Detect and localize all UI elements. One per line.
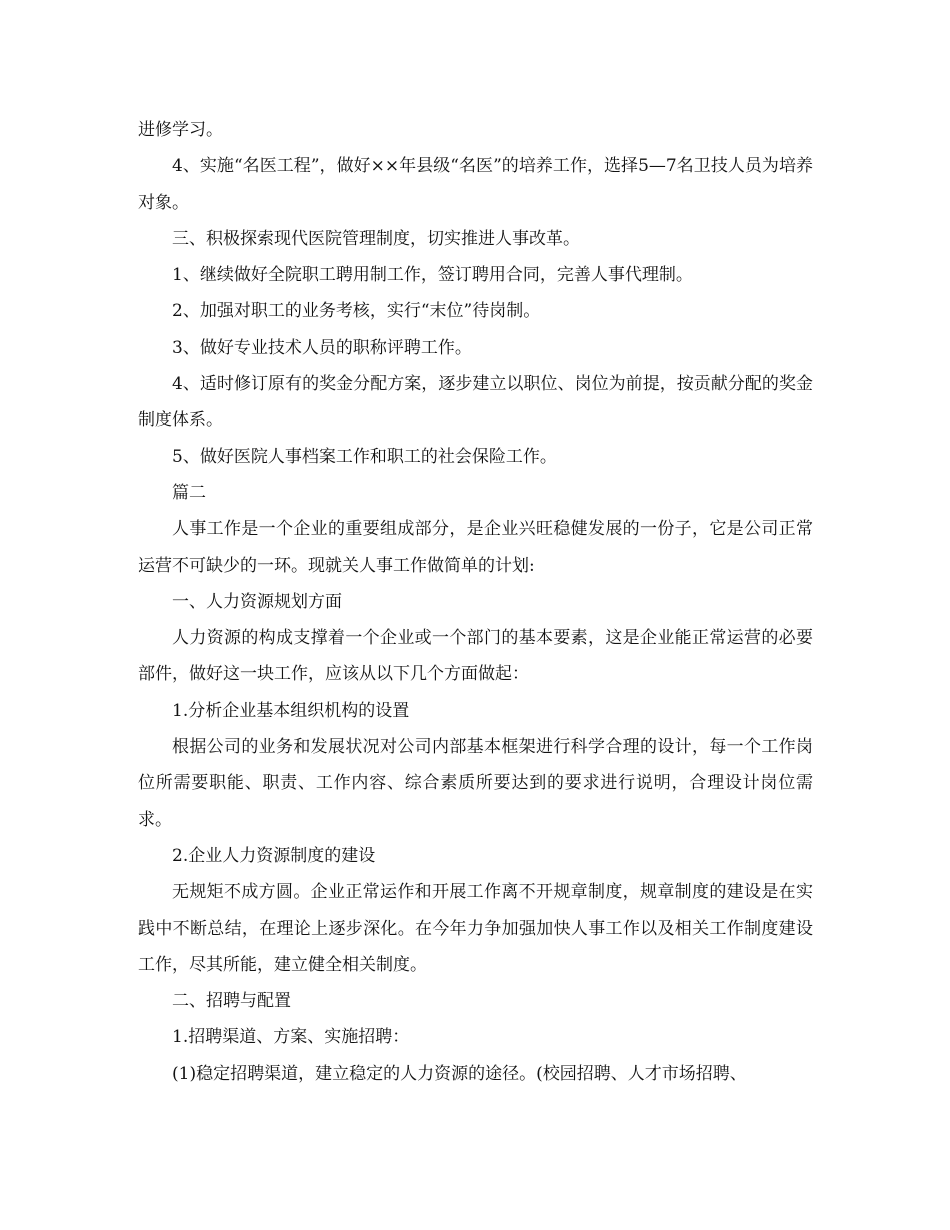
paragraph-body: 根据公司的业务和发展状况对公司内部基本框架进行科学合理的设计，每一个工作岗位所需要职能、职责、工作内容、综合素质所要达到的要求进行说明，合理设计岗位需求。 — [138, 737, 813, 830]
paragraph-body: 无规矩不成方圆。企业正常运作和开展工作离不开规章制度，规章制度的建设是在实践中不断总结，在理论上逐步深化。在今年力争加强加快人事工作以及相关工作制度建设工作，尽其所能，建立健全相关制度。 — [138, 882, 813, 975]
paragraph-body: 人力资源的构成支撑着一个企业或一个部门的基本要素，这是企业能正常运营的必要部件，做好这一块工作，应该从以下几个方面做起： — [138, 628, 813, 685]
paragraph-item: 2、加强对职工的业务考核，实行“末位”待岗制。 — [172, 301, 541, 322]
subsection-heading: 1.分析企业基本组织机构的设置 — [172, 700, 410, 721]
paragraph-item: 1、继续做好全院职工聘用制工作，签订聘用合同，完善人事代理制。 — [172, 265, 693, 286]
subsection-heading: 1.招聘渠道、方案、实施招聘： — [172, 1027, 410, 1048]
paragraph-item: 3、做好专业技术人员的职称评聘工作。 — [172, 337, 472, 358]
chapter-heading: 篇二 — [172, 482, 206, 503]
paragraph-item: 4、适时修订原有的奖金分配方案，逐步建立以职位、岗位为前提，按贡献分配的奖金制度体系。 — [138, 374, 813, 431]
paragraph-continuation: 进修学习。 — [138, 120, 223, 140]
paragraph-body: 人事工作是一个企业的重要组成部分，是企业兴旺稳健发展的一份子，它是公司正常运营不可缺少的一环。现就关人事工作做简单的计划: — [138, 519, 813, 576]
section-heading: 二、招聘与配置 — [172, 991, 291, 1012]
paragraph-item: (1)稳定招聘渠道，建立稳定的人力资源的途径。(校园招聘、人才市场招聘、 — [172, 1063, 747, 1084]
paragraph-item: 5、做好医院人事档案工作和职工的社会保险工作。 — [172, 446, 557, 467]
subsection-heading: 2.企业人力资源制度的建设 — [172, 845, 376, 866]
section-heading: 一、人力资源规划方面 — [172, 591, 342, 612]
document-body — [138, 112, 813, 1092]
section-heading: 三、积极探索现代医院管理制度，切实推进人事改革。 — [172, 228, 580, 249]
paragraph-item: 4、实施“名医工程”，做好××年县级“名医”的培养工作，选择5—7名卫技人员为培养对象。 — [138, 156, 813, 213]
